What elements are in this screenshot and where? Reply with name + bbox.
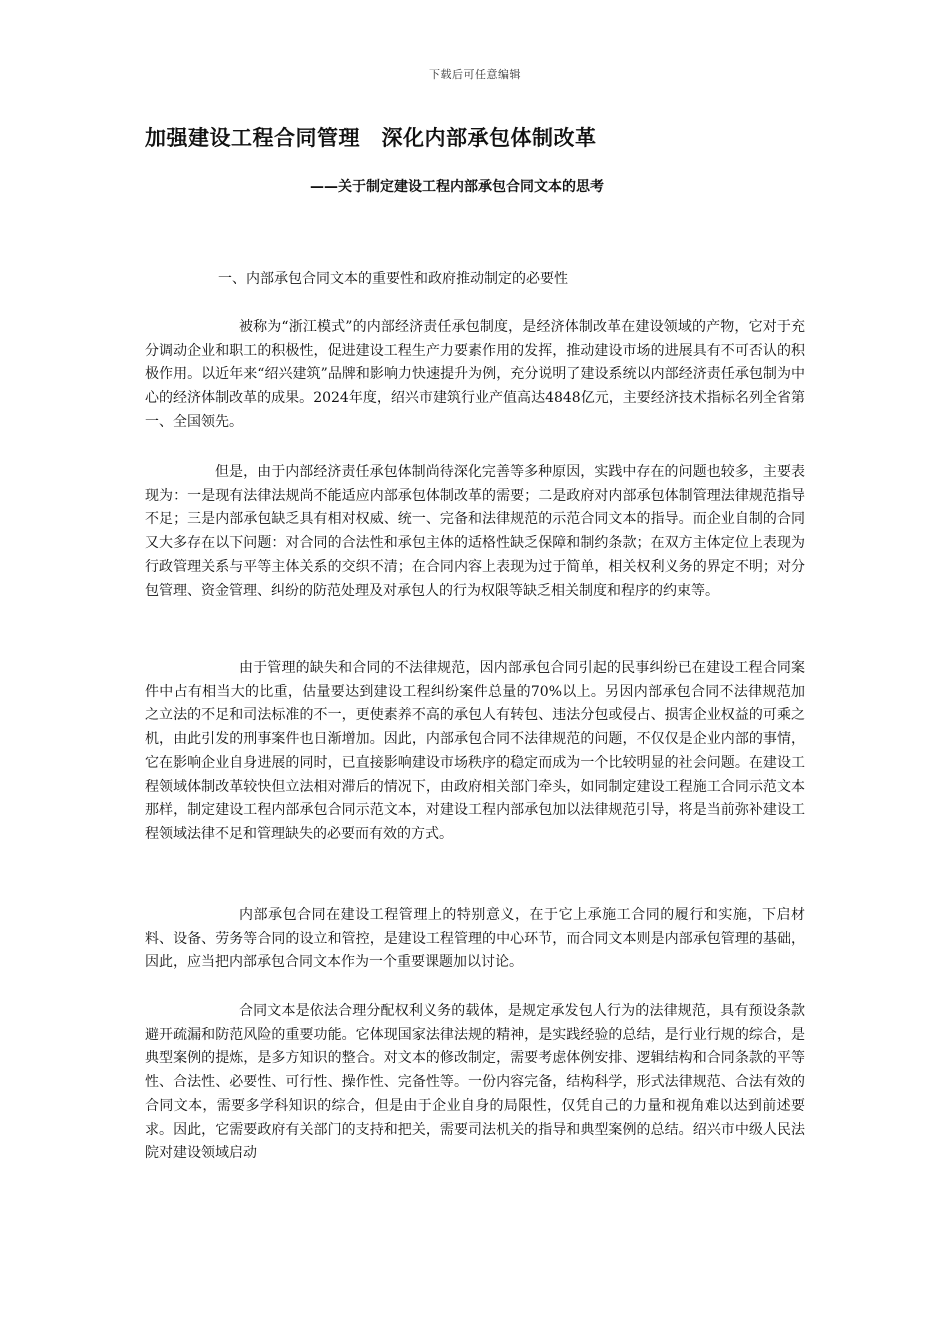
section-heading: 一、内部承包合同文本的重要性和政府推动制定的必要性 xyxy=(218,271,568,287)
header-note: 下载后可任意编辑 xyxy=(429,68,521,81)
document-subtitle: ——关于制定建设工程内部承包合同文本的思考 xyxy=(310,179,604,195)
paragraph: 内部承包合同在建设工程管理上的特别意义，在于它上承施工合同的履行和实施，下启材料、设备、劳务等合同的设立和管控，是建设工程管理的中心环节，而合同文本则是内部承包管理的基础，因此，应当把内部承包合同文本作为一个重要课题加以讨论。 xyxy=(145,907,805,971)
document-title: 加强建设工程合同管理 深化内部承包体制改革 xyxy=(145,126,597,150)
paragraph: 合同文本是依法合理分配权利义务的载体，是规定承发包人行为的法律规范，具有预设条款避开疏漏和防范风险的重要功能。它体现国家法律法规的精神，是实践经验的总结，是行业行规的综合，是典型案例的提炼，是多方知识的整合。对文本的修改制定，需要考虑体例安排、逻辑结构和合同条款的平等性、合法性、必要性、可行性、操作性、完备性等。一份内容完备，结构科学，形式法律规范、合法有效的合同文本，需要多学科知识的综合，但是由于企业自身的局限性，仅凭自己的力量和视角难以达到前述要求。因此，它需要政府有关部门的支持和把关，需要司法机关的指导和典型案例的总结。绍兴市中级人民法院对建设领域启动 xyxy=(145,1003,805,1162)
paragraph: 但是，由于内部经济责任承包体制尚待深化完善等多种原因，实践中存在的问题也较多，主要表现为：一是现有法律法规尚不能适应内部承包体制改革的需要；二是政府对内部承包体制管理法律规范指导不足；三是内部承包缺乏具有相对权威、统一、完备和法律规范的示范合同文本的指导。而企业自制的合同又大多存在以下问题：对合同的合法性和承包主体的适格性缺乏保障和制约条款；在双方主体定位上表现为行政管理关系与平等主体关系的交织不清；在合同内容上表现为过于简单，相关权利义务的界定不明；对分包管理、资金管理、纠纷的防范处理及对承包人的行为权限等缺乏相关制度和程序的约束等。 xyxy=(145,464,805,599)
paragraph: 被称为“浙江模式”的内部经济责任承包制度，是经济体制改革在建设领域的产物，它对于充分调动企业和职工的积极性，促进建设工程生产力要素作用的发挥，推动建设市场的进展具有不可否认的积极作用。以近年来“绍兴建筑”品牌和影响力快速提升为例，充分说明了建设系统以内部经济责任承包制为中心的经济体制改革的成果。2024年度，绍兴市建筑行业产值高达4848亿元，主要经济技术指标名列全省第一、全国领先。 xyxy=(145,319,805,430)
paragraph: 由于管理的缺失和合同的不法律规范，因内部承包合同引起的民事纠纷已在建设工程合同案件中占有相当大的比重，估量要达到建设工程纠纷案件总量的70%以上。另因内部承包合同不法律规范加之立法的不足和司法标准的不一，更使素养不高的承包人有转包、违法分包或侵占、损害企业权益的可乘之机，由此引发的刑事案件也日渐增加。因此，内部承包合同不法律规范的问题，不仅仅是企业内部的事情，它在影响企业自身进展的同时，已直接影响建设市场秩序的稳定而成为一个比较明显的社会问题。在建设工程领域体制改革较快但立法相对滞后的情况下，由政府相关部门牵头，如同制定建设工程施工合同示范文本那样，制定建设工程内部承包合同示范文本，对建设工程内部承包加以法律规范引导，将是当前弥补建设工程领域法律不足和管理缺失的必要而有效的方式。 xyxy=(145,660,805,842)
